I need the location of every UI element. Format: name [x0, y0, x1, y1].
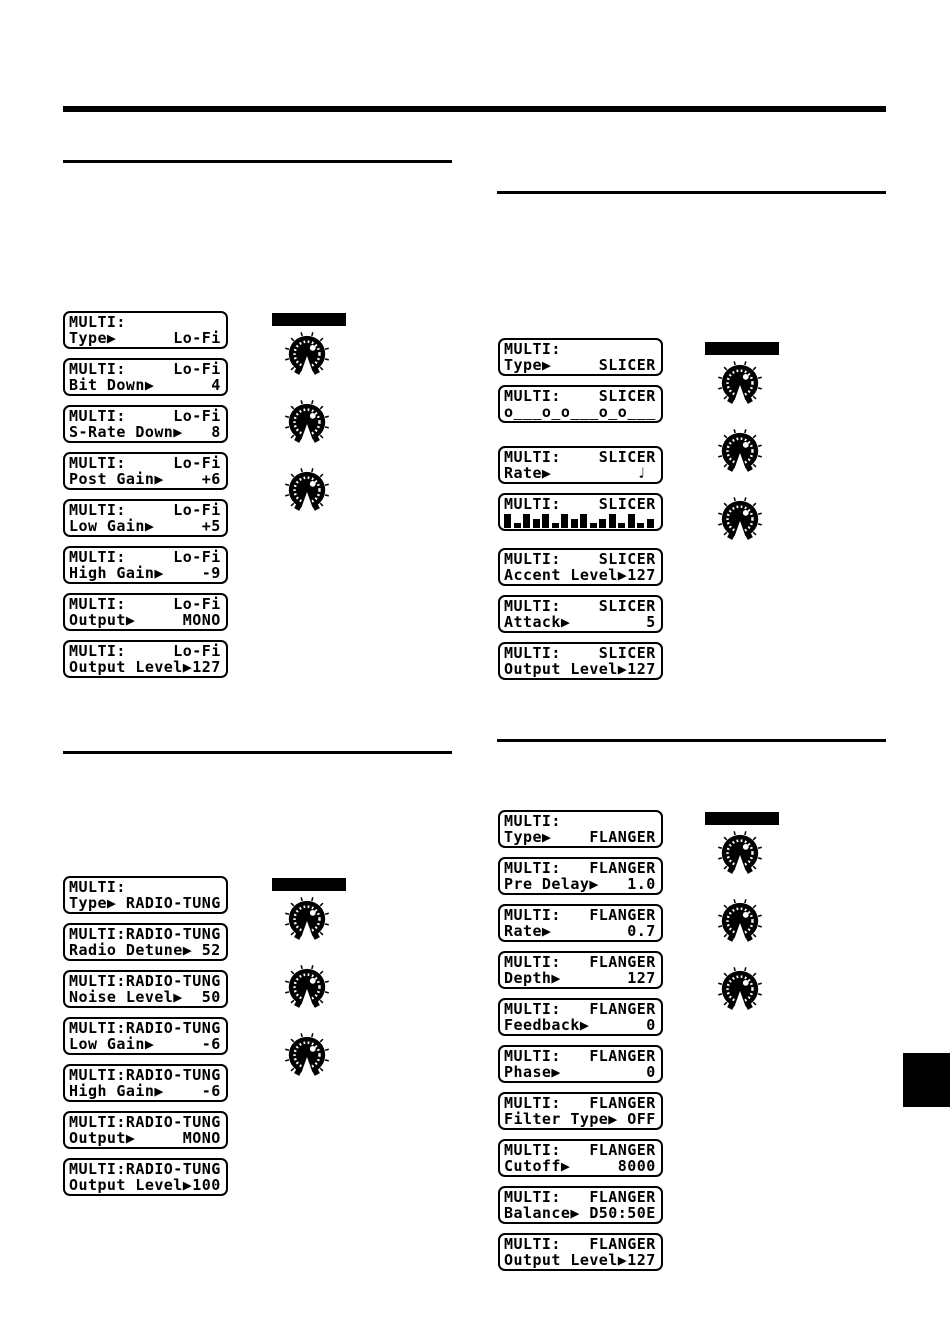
step-level-bar	[628, 514, 635, 528]
lcd-line2: High Gain▶ -9	[69, 565, 221, 581]
lcd-line1: MULTI: SLICER	[504, 598, 656, 614]
rotary-knob-icon	[284, 400, 330, 446]
lcd-line2: Low Gain▶ -6	[69, 1036, 221, 1052]
lcd-line1: MULTI: FLANGER	[504, 1236, 656, 1252]
lcd-line1: MULTI: FLANGER	[504, 1001, 656, 1017]
lcd-line2: o___o_o___o_o___	[504, 404, 656, 420]
lcd-screen	[63, 499, 228, 537]
lcd-line2: Output Level▶127	[69, 659, 221, 675]
lcd-line1: MULTI: Lo-Fi	[69, 361, 221, 377]
lcd-screen	[498, 951, 663, 989]
lcd-line1: MULTI:RADIO-TUNG	[69, 1161, 221, 1177]
step-level-bar	[580, 514, 587, 528]
lcd-screen	[498, 1139, 663, 1177]
lcd-line1: MULTI: SLICER	[504, 645, 656, 661]
rotary-knob-icon	[717, 497, 763, 543]
knob-label-redacted-bar	[705, 342, 779, 355]
lcd-line1: MULTI: SLICER	[504, 496, 656, 512]
lcd-line2: Type▶ SLICER	[504, 357, 656, 373]
lcd-line1: MULTI: Lo-Fi	[69, 596, 221, 612]
lcd-screen	[498, 1233, 663, 1271]
section-rule-slicer	[497, 191, 886, 194]
step-level-bar	[647, 519, 654, 528]
lcd-line1: MULTI: Lo-Fi	[69, 643, 221, 659]
lcd-screen	[498, 1045, 663, 1083]
lcd-screen	[63, 405, 228, 443]
knob-column-flanger	[705, 812, 785, 1024]
rotary-knob-icon	[717, 899, 763, 945]
section-rule-radio-tuning	[63, 751, 452, 754]
lcd-screen	[498, 385, 663, 423]
section-rule-lofi	[63, 160, 452, 163]
lcd-screen	[63, 593, 228, 631]
lcd-screen-stack-lofi	[63, 311, 228, 678]
lcd-screen	[63, 970, 228, 1008]
lcd-screen-stack-radio-tuning	[63, 876, 228, 1196]
step-level-bar	[504, 514, 511, 528]
lcd-line1: MULTI: FLANGER	[504, 954, 656, 970]
lcd-line1: MULTI: FLANGER	[504, 1142, 656, 1158]
lcd-line1: MULTI:RADIO-TUNG	[69, 1114, 221, 1130]
lcd-screen	[498, 998, 663, 1036]
step-level-bar	[523, 514, 530, 528]
lcd-line2: Noise Level▶ 50	[69, 989, 221, 1005]
lcd-screen	[63, 311, 228, 349]
lcd-line2: Phase▶ 0	[504, 1064, 656, 1080]
lcd-screen	[63, 1064, 228, 1102]
lcd-line1: MULTI:	[504, 341, 561, 357]
lcd-line1: MULTI: FLANGER	[504, 1189, 656, 1205]
lcd-line1: MULTI: Lo-Fi	[69, 408, 221, 424]
step-level-bar	[618, 523, 625, 528]
rotary-knob-icon	[284, 1033, 330, 1079]
lcd-line2: Rate▶ ♩	[504, 465, 656, 481]
lcd-screen	[63, 358, 228, 396]
step-level-bar	[561, 514, 568, 528]
lcd-line2: Accent Level▶127	[504, 567, 656, 583]
rotary-knob-icon	[284, 468, 330, 514]
lcd-line2: Feedback▶ 0	[504, 1017, 656, 1033]
rotary-knob-icon	[717, 429, 763, 475]
lcd-line2: Output▶ MONO	[69, 1130, 221, 1146]
lcd-screen	[498, 595, 663, 633]
lcd-line1: MULTI: FLANGER	[504, 1095, 656, 1111]
lcd-line1: MULTI: Lo-Fi	[69, 549, 221, 565]
lcd-line1: MULTI:	[69, 314, 126, 330]
rotary-knob-icon	[717, 831, 763, 877]
step-level-bar	[542, 514, 549, 528]
lcd-screen	[63, 923, 228, 961]
lcd-line2: Type▶ RADIO-TUNG	[69, 895, 221, 911]
lcd-line1: MULTI: FLANGER	[504, 860, 656, 876]
lcd-screen	[63, 546, 228, 584]
lcd-line2: Rate▶ 0.7	[504, 923, 656, 939]
lcd-line2: Low Gain▶ +5	[69, 518, 221, 534]
lcd-line2: Post Gain▶ +6	[69, 471, 221, 487]
page-top-rule	[63, 106, 886, 112]
lcd-line1: MULTI:	[69, 879, 126, 895]
lcd-screen	[63, 1158, 228, 1196]
slicer-step-level-graph	[504, 513, 658, 528]
lcd-screen	[498, 1092, 663, 1130]
step-level-bar	[552, 523, 559, 528]
lcd-line1: MULTI:RADIO-TUNG	[69, 926, 221, 942]
lcd-screen	[63, 876, 228, 914]
lcd-line1: MULTI: FLANGER	[504, 1048, 656, 1064]
lcd-screen	[498, 548, 663, 586]
lcd-screen	[498, 810, 663, 848]
lcd-line2: Bit Down▶ 4	[69, 377, 221, 393]
lcd-screen	[63, 452, 228, 490]
lcd-line1: MULTI: SLICER	[504, 388, 656, 404]
lcd-line2: Type▶ Lo-Fi	[69, 330, 221, 346]
lcd-screen	[498, 904, 663, 942]
step-level-bar	[514, 523, 521, 528]
rotary-knob-icon	[717, 967, 763, 1013]
lcd-line2: Depth▶ 127	[504, 970, 656, 986]
lcd-line2: Output Level▶127	[504, 661, 656, 677]
lcd-line2: Output Level▶127	[504, 1252, 656, 1268]
knob-column-radio-tuning	[272, 878, 352, 1090]
lcd-screen	[498, 857, 663, 895]
lcd-line2: Output Level▶100	[69, 1177, 221, 1193]
step-level-bar	[599, 519, 606, 528]
rotary-knob-icon	[284, 965, 330, 1011]
lcd-line1: MULTI: SLICER	[504, 551, 656, 567]
lcd-screen	[498, 493, 663, 531]
lcd-line1: MULTI:	[504, 813, 561, 829]
knob-column-lofi	[272, 313, 352, 525]
lcd-screen	[63, 640, 228, 678]
lcd-screen	[63, 1111, 228, 1149]
lcd-screen	[498, 446, 663, 484]
lcd-screen	[498, 338, 663, 376]
lcd-line2: Balance▶ D50:50E	[504, 1205, 656, 1221]
lcd-line1: MULTI: Lo-Fi	[69, 502, 221, 518]
lcd-line1: MULTI:RADIO-TUNG	[69, 1020, 221, 1036]
lcd-screen	[498, 642, 663, 680]
rotary-knob-icon	[284, 332, 330, 378]
lcd-line2: High Gain▶ -6	[69, 1083, 221, 1099]
lcd-screen-stack-slicer	[498, 338, 663, 680]
knob-column-slicer	[705, 342, 785, 554]
knob-label-redacted-bar	[272, 313, 346, 326]
step-level-bar	[533, 519, 540, 528]
rotary-knob-icon	[717, 361, 763, 407]
knob-label-redacted-bar	[705, 812, 779, 825]
step-level-bar	[637, 523, 644, 528]
lcd-line2: Filter Type▶ OFF	[504, 1111, 656, 1127]
lcd-screen-stack-flanger	[498, 810, 663, 1271]
lcd-line2: S-Rate Down▶ 8	[69, 424, 221, 440]
lcd-screen	[63, 1017, 228, 1055]
lcd-screen	[498, 1186, 663, 1224]
chapter-edge-tab	[903, 1053, 950, 1107]
lcd-line2: Radio Detune▶ 52	[69, 942, 221, 958]
lcd-line2: Output▶ MONO	[69, 612, 221, 628]
step-level-bar	[609, 514, 616, 528]
knob-label-redacted-bar	[272, 878, 346, 891]
lcd-line2: Type▶ FLANGER	[504, 829, 656, 845]
lcd-line1: MULTI:RADIO-TUNG	[69, 1067, 221, 1083]
lcd-line1: MULTI:RADIO-TUNG	[69, 973, 221, 989]
rotary-knob-icon	[284, 897, 330, 943]
step-level-bar	[590, 523, 597, 528]
lcd-line1: MULTI: FLANGER	[504, 907, 656, 923]
lcd-line2: Cutoff▶ 8000	[504, 1158, 656, 1174]
section-rule-flanger	[497, 739, 886, 742]
lcd-line1: MULTI: SLICER	[504, 449, 656, 465]
step-level-bar	[571, 519, 578, 528]
lcd-line2: Pre Delay▶ 1.0	[504, 876, 656, 892]
lcd-line1: MULTI: Lo-Fi	[69, 455, 221, 471]
lcd-line2: Attack▶ 5	[504, 614, 656, 630]
